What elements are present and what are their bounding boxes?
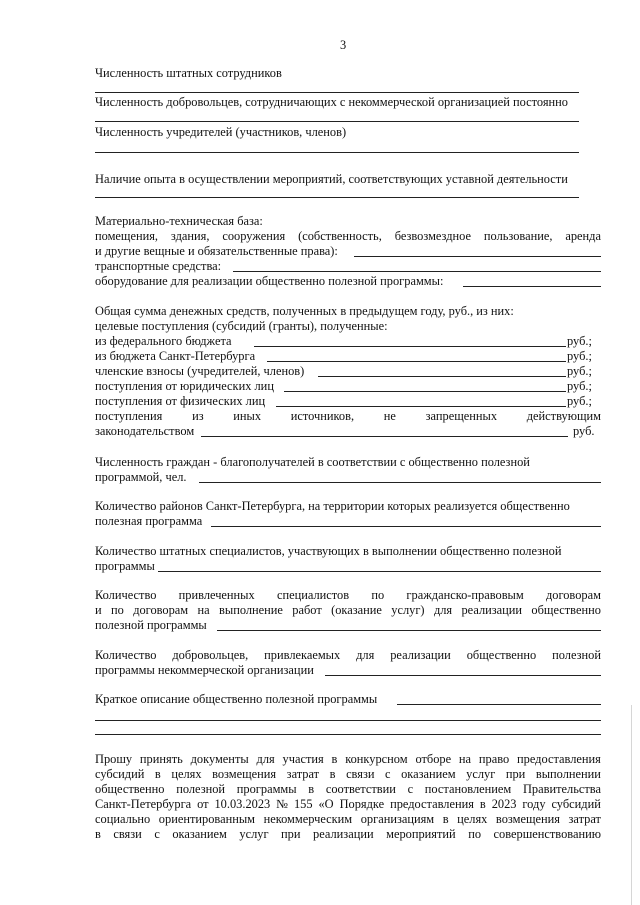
other-sources-line: поступления из иных источников, не запрещенных действующим xyxy=(95,409,601,423)
transport-label: транспортные средства: xyxy=(95,259,222,273)
contract-specialists-line-2: и по договорам на выполнение работ (оказание услуг) для реализации общественно xyxy=(95,603,601,617)
equipment-label: оборудование для реализации общественно полезной программы: xyxy=(95,274,444,288)
districts-label: Количество районов Санкт-Петербурга, на территории которых реализуется общественно xyxy=(95,499,570,513)
volunteers-count-field[interactable] xyxy=(95,121,579,122)
individuals-field[interactable] xyxy=(276,406,566,407)
experience-label: Наличие опыта в осуществлении мероприятий, соответствующих уставной деятельности xyxy=(95,172,568,186)
spb-budget-label: из бюджета Санкт-Петербурга xyxy=(95,349,256,363)
premises-line: помещения, здания, сооружения (собственность, безвозмездное пользование, аренда xyxy=(95,229,601,243)
volunteers-program-line: Количество добровольцев, привлекаемых для реализации общественно полезной xyxy=(95,648,601,662)
federal-field[interactable] xyxy=(254,346,566,347)
premises-field[interactable] xyxy=(354,256,601,257)
request-line-4: Санкт-Петербурга от 10.03.2023 № 155 «О Порядке предоставления в 2023 году субсидий xyxy=(95,797,601,811)
volunteers-count-label: Численность добровольцев, сотрудничающих с некоммерческой организацией постоянно xyxy=(95,95,568,109)
material-base-heading: Материально-техническая база: xyxy=(95,214,263,228)
request-line-2: субсидий в целях возмещения затрат в связи с оказанием услуг при выполнении xyxy=(95,767,601,781)
legal-entities-label: поступления от юридических лиц xyxy=(95,379,274,393)
contract-specialists-line-3: полезной программы xyxy=(95,618,207,632)
legal-entities-unit: руб.; xyxy=(567,379,592,393)
federal-unit: руб.; xyxy=(567,334,592,348)
districts-field[interactable] xyxy=(211,526,601,527)
individuals-unit: руб.; xyxy=(567,394,592,408)
founders-count-field[interactable] xyxy=(95,152,579,153)
request-line-3: общественно полезной программы в соответствии с постановлением Правительства xyxy=(95,782,601,796)
legal-entities-field[interactable] xyxy=(284,391,566,392)
volunteers-program-field[interactable] xyxy=(325,675,601,676)
federal-label: из федерального бюджета xyxy=(95,334,232,348)
funds-heading: Общая сумма денежных средств, полученных в предыдущем году, руб., из них: xyxy=(95,304,514,318)
request-line-6: в связи с оказанием услуг при реализации мероприятий по совершенствованию xyxy=(95,827,601,841)
equipment-field[interactable] xyxy=(463,286,601,287)
staff-count-label: Численность штатных сотрудников xyxy=(95,66,282,80)
staff-specialists-field[interactable] xyxy=(158,571,601,572)
request-line-5: социально ориентированным некоммерческим организациям в целях возмещения затрат xyxy=(95,812,601,826)
staff-specialists-label: Количество штатных специалистов, участвующих в выполнении общественно полезной xyxy=(95,544,562,558)
beneficiaries-label-2: программой, чел. xyxy=(95,470,187,484)
districts-label-2: полезная программа xyxy=(95,514,203,528)
premises-line-2: и другие вещные и обязательственные права): xyxy=(95,244,338,258)
individuals-label: поступления от физических лиц xyxy=(95,394,266,408)
membership-field[interactable] xyxy=(318,376,566,377)
experience-field[interactable] xyxy=(95,197,579,198)
spb-budget-field[interactable] xyxy=(267,361,566,362)
beneficiaries-label: Численность граждан - благополучателей в соответствии с общественно полезной xyxy=(95,455,530,469)
beneficiaries-field[interactable] xyxy=(199,482,601,483)
other-sources-field[interactable] xyxy=(201,436,568,437)
volunteers-program-line-2: программы некоммерческой организации xyxy=(95,663,314,677)
page-number: 3 xyxy=(340,38,347,52)
other-sources-line-2: законодательством xyxy=(95,424,195,438)
targeted-label: целевые поступления (субсидий (гранты), полученные: xyxy=(95,319,388,333)
staff-count-field[interactable] xyxy=(95,92,579,93)
contract-specialists-line: Количество привлеченных специалистов по гражданско-правовым договорам xyxy=(95,588,601,602)
brief-description-label: Краткое описание общественно полезной программы xyxy=(95,692,378,706)
contract-specialists-field[interactable] xyxy=(217,630,601,631)
membership-label: членские взносы (учредителей, членов) xyxy=(95,364,305,378)
transport-field[interactable] xyxy=(233,271,601,272)
founders-count-label: Численность учредителей (участников, членов) xyxy=(95,125,347,139)
other-sources-unit: руб. xyxy=(573,424,595,438)
spb-budget-unit: руб.; xyxy=(567,349,592,363)
request-line-1: Прошу принять документы для участия в конкурсном отборе на право предоставления xyxy=(95,752,601,766)
brief-description-field[interactable] xyxy=(397,704,601,705)
brief-description-field-3[interactable] xyxy=(95,734,601,735)
scan-edge-mark xyxy=(631,705,632,905)
staff-specialists-label-2: программы xyxy=(95,559,155,573)
membership-unit: руб.; xyxy=(567,364,592,378)
brief-description-field-2[interactable] xyxy=(95,720,601,721)
